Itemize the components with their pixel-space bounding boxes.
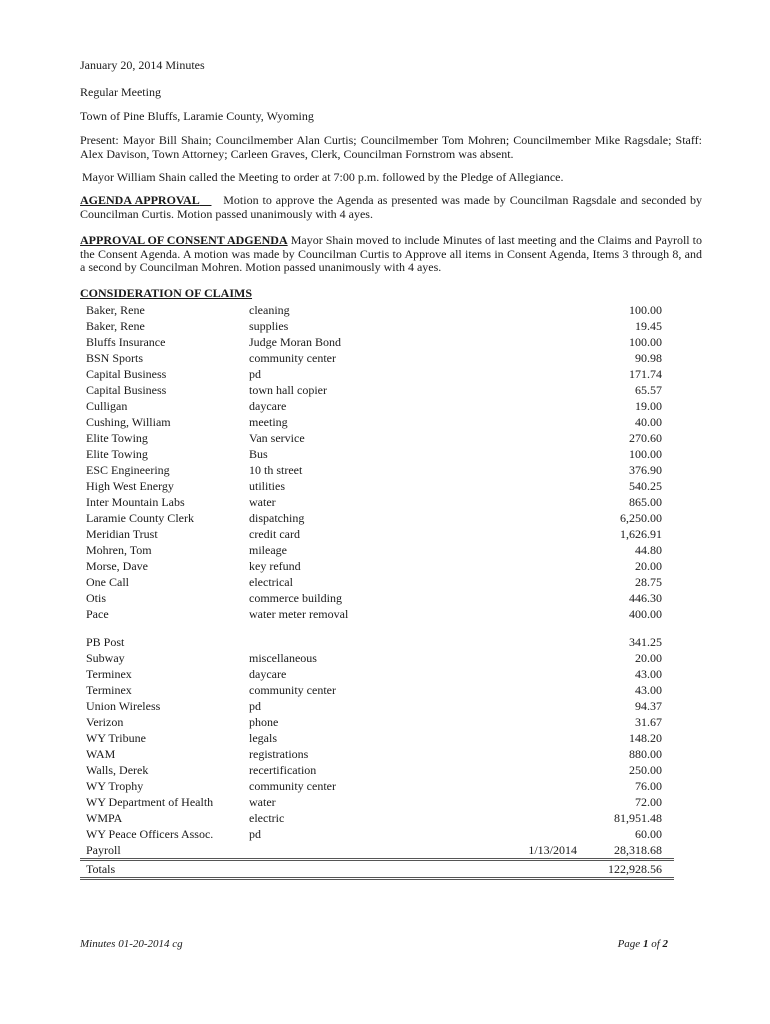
claim-vendor: Baker, Rene <box>86 303 145 317</box>
claim-date <box>443 778 583 794</box>
claim-date <box>443 606 583 622</box>
table-row <box>80 398 674 414</box>
totals-label: Totals <box>80 860 243 879</box>
table-row <box>80 478 674 494</box>
claim-vendor: WMPA <box>86 811 123 825</box>
claim-amount: 43.00 <box>635 683 662 697</box>
claim-vendor: Morse, Dave <box>86 559 148 573</box>
claim-description: water <box>249 495 276 509</box>
claim-vendor: Mohren, Tom <box>86 543 152 557</box>
claim-description: pd <box>249 367 261 381</box>
consent-agenda-heading: APPROVAL OF CONSENT ADGENDA <box>80 233 288 247</box>
table-row <box>80 542 674 558</box>
claim-date <box>443 366 583 382</box>
claim-vendor: Capital Business <box>86 367 167 381</box>
claim-amount: 28.75 <box>635 575 662 589</box>
claim-date <box>443 590 583 606</box>
claim-date <box>443 510 583 526</box>
claim-description: electrical <box>249 575 293 589</box>
table-row <box>80 430 674 446</box>
table-row <box>80 746 674 762</box>
claim-date <box>443 542 583 558</box>
claim-amount: 43.00 <box>635 667 662 681</box>
claim-description: daycare <box>249 399 287 413</box>
claim-amount: 72.00 <box>635 795 662 809</box>
table-row <box>80 350 674 366</box>
table-row <box>80 462 674 478</box>
table-row <box>80 842 674 860</box>
claim-amount: 100.00 <box>629 303 662 317</box>
claim-description: pd <box>249 827 261 841</box>
claim-amount: 6,250.00 <box>620 511 662 525</box>
claim-description: meeting <box>249 415 288 429</box>
footer-document-id: Minutes 01-20-2014 cg <box>80 938 183 950</box>
claim-amount: 100.00 <box>629 335 662 349</box>
table-row <box>80 698 674 714</box>
table-row <box>80 778 674 794</box>
claim-date: 1/13/2014 <box>528 843 577 857</box>
claim-date <box>443 826 583 842</box>
call-to-order-paragraph: Mayor William Shain called the Meeting to order at 7:00 p.m. followed by the Pledge of Allegiance. <box>82 170 564 184</box>
claim-date <box>443 430 583 446</box>
claim-amount: 20.00 <box>635 651 662 665</box>
table-row <box>80 650 674 666</box>
claim-amount: 81,951.48 <box>614 811 662 825</box>
claim-amount: 60.00 <box>635 827 662 841</box>
table-row <box>80 414 674 430</box>
claim-date <box>443 526 583 542</box>
claim-amount: 250.00 <box>629 763 662 777</box>
claim-description: Van service <box>249 431 305 445</box>
table-spacer <box>80 622 674 634</box>
claim-description: utilities <box>249 479 285 493</box>
table-row <box>80 714 674 730</box>
consent-agenda-paragraph <box>80 234 702 275</box>
claim-amount: 1,626.91 <box>620 527 662 541</box>
claim-amount: 540.25 <box>629 479 662 493</box>
table-row <box>80 606 674 622</box>
meeting-type: Regular Meeting <box>80 85 161 99</box>
table-row <box>80 366 674 382</box>
table-row <box>80 730 674 746</box>
claim-amount: 44.80 <box>635 543 662 557</box>
claim-vendor: Verizon <box>86 715 124 729</box>
totals-amount: 122,928.56 <box>583 860 674 879</box>
table-row <box>80 666 674 682</box>
claim-description: town hall copier <box>249 383 327 397</box>
table-row <box>80 590 674 606</box>
claim-amount: 31.67 <box>635 715 662 729</box>
claim-description <box>243 842 443 860</box>
claim-description <box>243 634 443 650</box>
claim-description: registrations <box>249 747 309 761</box>
claim-date <box>443 714 583 730</box>
claim-description: Judge Moran Bond <box>249 335 341 349</box>
claim-amount: 865.00 <box>629 495 662 509</box>
claim-vendor: Laramie County Clerk <box>86 511 194 525</box>
claim-vendor: Terminex <box>86 683 132 697</box>
table-row <box>80 634 674 650</box>
claim-date <box>443 478 583 494</box>
claim-vendor: Baker, Rene <box>86 319 145 333</box>
claim-description: dispatching <box>249 511 305 525</box>
claim-amount: 19.45 <box>635 319 662 333</box>
claim-vendor: Pace <box>86 607 109 621</box>
claim-date <box>443 350 583 366</box>
claim-amount: 65.57 <box>635 383 662 397</box>
claim-amount: 341.25 <box>629 635 662 649</box>
claim-date <box>443 574 583 590</box>
claim-vendor: Elite Towing <box>86 431 148 445</box>
claim-vendor: Subway <box>86 651 125 665</box>
table-row <box>80 318 674 334</box>
claim-date <box>443 558 583 574</box>
claim-amount: 19.00 <box>635 399 662 413</box>
claim-vendor: Otis <box>86 591 107 605</box>
claim-vendor: One Call <box>86 575 129 589</box>
claim-description: commerce building <box>249 591 342 605</box>
totals-row <box>80 860 674 879</box>
claim-description: cleaning <box>249 303 290 317</box>
table-row <box>80 510 674 526</box>
claim-description: miscellaneous <box>249 651 317 665</box>
claim-description: credit card <box>249 527 300 541</box>
claim-date <box>443 446 583 462</box>
claim-amount: 94.37 <box>635 699 662 713</box>
claim-date <box>443 382 583 398</box>
claim-date <box>443 666 583 682</box>
claim-amount: 270.60 <box>629 431 662 445</box>
claim-date <box>443 810 583 826</box>
claim-vendor: Inter Mountain Labs <box>86 495 185 509</box>
agenda-approval-text: Motion to approve the Agenda as presented was made by Councilman Ragsdale and seconded by Councilman Curtis. Motion passed unanimously with 4 ayes. <box>80 193 703 221</box>
claim-vendor: Cushing, William <box>86 415 171 429</box>
claim-vendor: Meridian Trust <box>86 527 158 541</box>
claim-vendor: Capital Business <box>86 383 167 397</box>
claim-description: community center <box>249 683 336 697</box>
table-row <box>80 826 674 842</box>
claim-amount: 100.00 <box>629 447 662 461</box>
claim-date <box>443 318 583 334</box>
claim-vendor: BSN Sports <box>86 351 144 365</box>
claim-description: legals <box>249 731 277 745</box>
minutes-date-title: January 20, 2014 Minutes <box>80 58 205 72</box>
claim-vendor: PB Post <box>86 635 125 649</box>
table-row <box>80 446 674 462</box>
table-row <box>80 762 674 778</box>
claim-description: water <box>249 795 276 809</box>
claim-amount: 376.90 <box>629 463 662 477</box>
claims-heading: CONSIDERATION OF CLAIMS <box>80 286 253 300</box>
claim-description: supplies <box>249 319 289 333</box>
claim-vendor: WY Trophy <box>86 779 144 793</box>
town-name: Town of Pine Bluffs, Laramie County, Wyoming <box>80 109 314 123</box>
claim-amount: 20.00 <box>635 559 662 573</box>
claim-date <box>443 730 583 746</box>
claim-vendor: ESC Engineering <box>86 463 170 477</box>
claims-table <box>80 302 674 880</box>
table-row <box>80 302 674 318</box>
table-row <box>80 334 674 350</box>
claim-vendor: WAM <box>86 747 116 761</box>
claim-date <box>443 650 583 666</box>
claim-vendor: Terminex <box>86 667 132 681</box>
claim-date <box>443 682 583 698</box>
claim-description: community center <box>249 779 336 793</box>
claim-description: key refund <box>249 559 301 573</box>
claim-amount: 28,318.68 <box>614 843 662 857</box>
claim-vendor: Walls, Derek <box>86 763 149 777</box>
claim-description: 10 th street <box>249 463 303 477</box>
claim-amount: 148.20 <box>629 731 662 745</box>
claim-vendor: High West Energy <box>86 479 174 493</box>
claim-vendor: WY Department of Health <box>86 795 214 809</box>
claim-vendor: WY Tribune <box>86 731 146 745</box>
claim-description: community center <box>249 351 336 365</box>
claim-description: daycare <box>249 667 287 681</box>
table-row <box>80 526 674 542</box>
claim-date <box>443 494 583 510</box>
attendance-paragraph: Present: Mayor Bill Shain; Councilmember Alan Curtis; Councilmember Tom Mohren; Councilmember Mike Ragsdale; Staff: Alex Davison, Town Attorney; Carleen Graves, Clerk, Councilman Fornstrom was absent. <box>80 133 702 161</box>
claim-description: electric <box>249 811 285 825</box>
agenda-approval-paragraph <box>80 194 702 221</box>
claim-date <box>443 462 583 478</box>
claim-vendor: Culligan <box>86 399 128 413</box>
claim-date <box>443 762 583 778</box>
claim-description: mileage <box>249 543 287 557</box>
claim-description: phone <box>249 715 279 729</box>
claim-amount: 76.00 <box>635 779 662 793</box>
footer-page-number: Page 1 of 2 <box>617 938 668 950</box>
claim-amount: 400.00 <box>629 607 662 621</box>
claim-date <box>443 398 583 414</box>
claim-description: Bus <box>249 447 268 461</box>
claim-description: pd <box>249 699 261 713</box>
claim-amount: 446.30 <box>629 591 662 605</box>
claim-description: water meter removal <box>249 607 349 621</box>
claim-vendor: WY Peace Officers Assoc. <box>86 827 214 841</box>
claim-date <box>443 698 583 714</box>
table-row <box>80 382 674 398</box>
claim-vendor: Union Wireless <box>86 699 161 713</box>
claim-amount: 880.00 <box>629 747 662 761</box>
claim-vendor: Elite Towing <box>86 447 148 461</box>
claim-date <box>443 634 583 650</box>
claim-date <box>443 794 583 810</box>
claim-date <box>443 414 583 430</box>
claim-date <box>443 302 583 318</box>
claim-amount: 40.00 <box>635 415 662 429</box>
table-row <box>80 574 674 590</box>
claim-date <box>443 334 583 350</box>
table-row <box>80 682 674 698</box>
claim-vendor: Payroll <box>86 843 121 857</box>
consent-agenda-text: Mayor Shain moved to include Minutes of last meeting and the Claims and Payroll to the Consent Agenda. A motion was made by Councilman Curtis to Approve all items in Consent Agenda, Items 3 through 8, and a second by Councilman Mohren. Motion passed unanimously with 4 ayes. <box>80 233 703 275</box>
table-row <box>80 794 674 810</box>
claim-date <box>443 746 583 762</box>
agenda-approval-heading: AGENDA APPROVAL <box>80 193 200 207</box>
claim-description: recertification <box>249 763 317 777</box>
claim-vendor: Bluffs Insurance <box>86 335 166 349</box>
claim-amount: 90.98 <box>635 351 662 365</box>
claim-amount: 171.74 <box>629 367 662 381</box>
table-row <box>80 558 674 574</box>
table-row <box>80 810 674 826</box>
table-row <box>80 494 674 510</box>
